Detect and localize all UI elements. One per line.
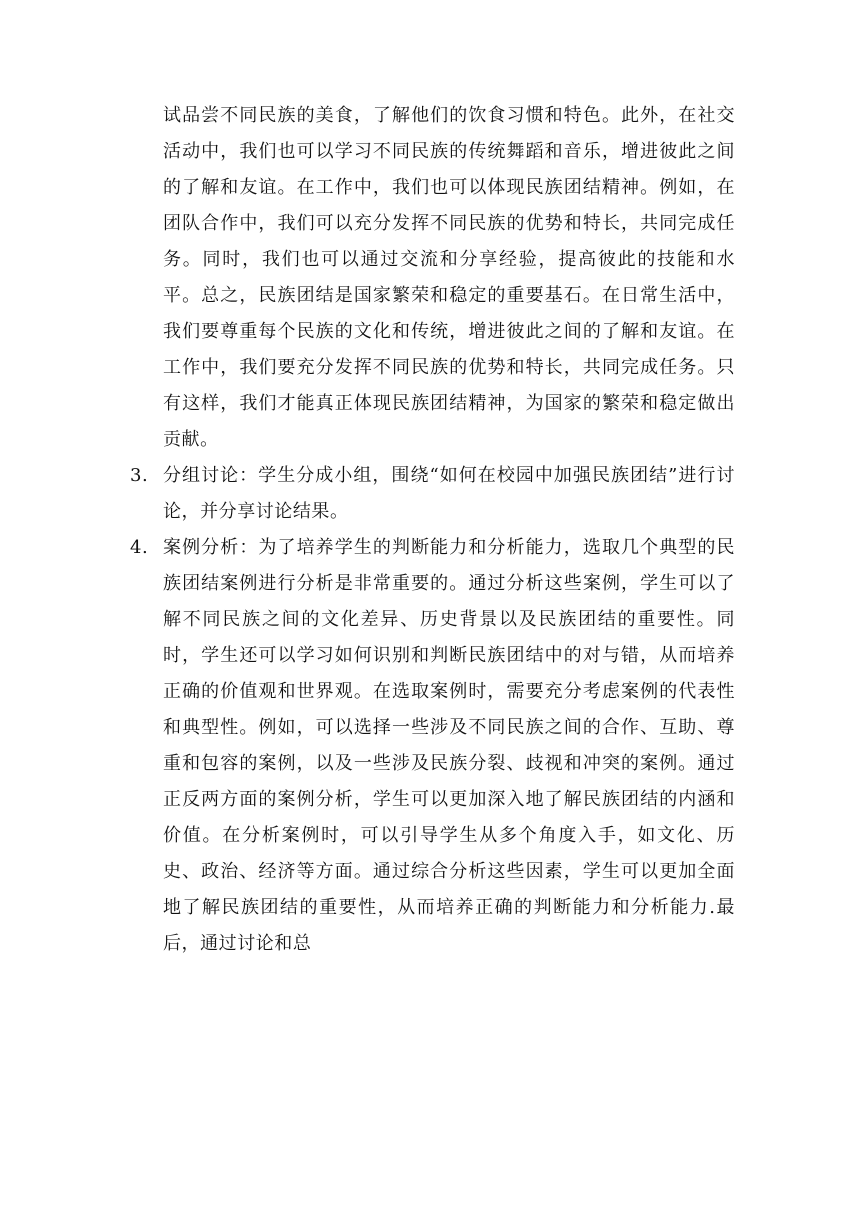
list-item-3 xyxy=(130,458,735,530)
list-item-4 xyxy=(130,530,735,962)
list-item-number: 3. xyxy=(130,465,149,486)
list-item-number: 4. xyxy=(130,537,149,558)
intro-paragraph: 试品尝不同民族的美食，了解他们的饮食习惯和特色。此外，在社交活动中，我们也可以学习不同民族的传统舞蹈和音乐，增进彼此之间的了解和友谊。在工作中，我们也可以体现民族团结精神。例如，在团队合作中，我们可以充分发挥不同民族的优势和特长，共同完成任务。同时，我们也可以通过交流和分享经验，提高彼此的技能和水平。总之，民族团结是国家繁荣和稳定的重要基石。在日常生活中，我们要尊重每个民族的文化和传统，增进彼此之间的了解和友谊。在工作中，我们要充分发挥不同民族的优势和特长，共同完成任务。只有这样，我们才能真正体现民族团结精神，为国家的繁荣和稳定做出贡献。 xyxy=(163,105,735,450)
list-item-text: 分组讨论：学生分成小组，围绕“如何在校园中加强民族团结”进行讨论，并分享讨论结果。 xyxy=(163,465,735,522)
list-item-text: 案例分析：为了培养学生的判断能力和分析能力，选取几个典型的民族团结案例进行分析是非常重要的。通过分析这些案例，学生可以了解不同民族之间的文化差异、历史背景以及民族团结的重要性。同时，学生还可以学习如何识别和判断民族团结中的对与错，从而培养正确的价值观和世界观。在选取案例时，需要充分考虑案例的代表性和典型性。例如，可以选择一些涉及不同民族之间的合作、互助、尊重和包容的案例，以及一些涉及民族分裂、歧视和冲突的案例。通过正反两方面的案例分析，学生可以更加深入地了解民族团结的内涵和价值。在分析案例时，可以引导学生从多个角度入手，如文化、历史、政治、经济等方面。通过综合分析这些因素，学生可以更加全面地了解民族团结的重要性，从而培养正确的判断能力和分析能力.最后，通过讨论和总 xyxy=(163,537,735,954)
document-body xyxy=(130,98,735,962)
